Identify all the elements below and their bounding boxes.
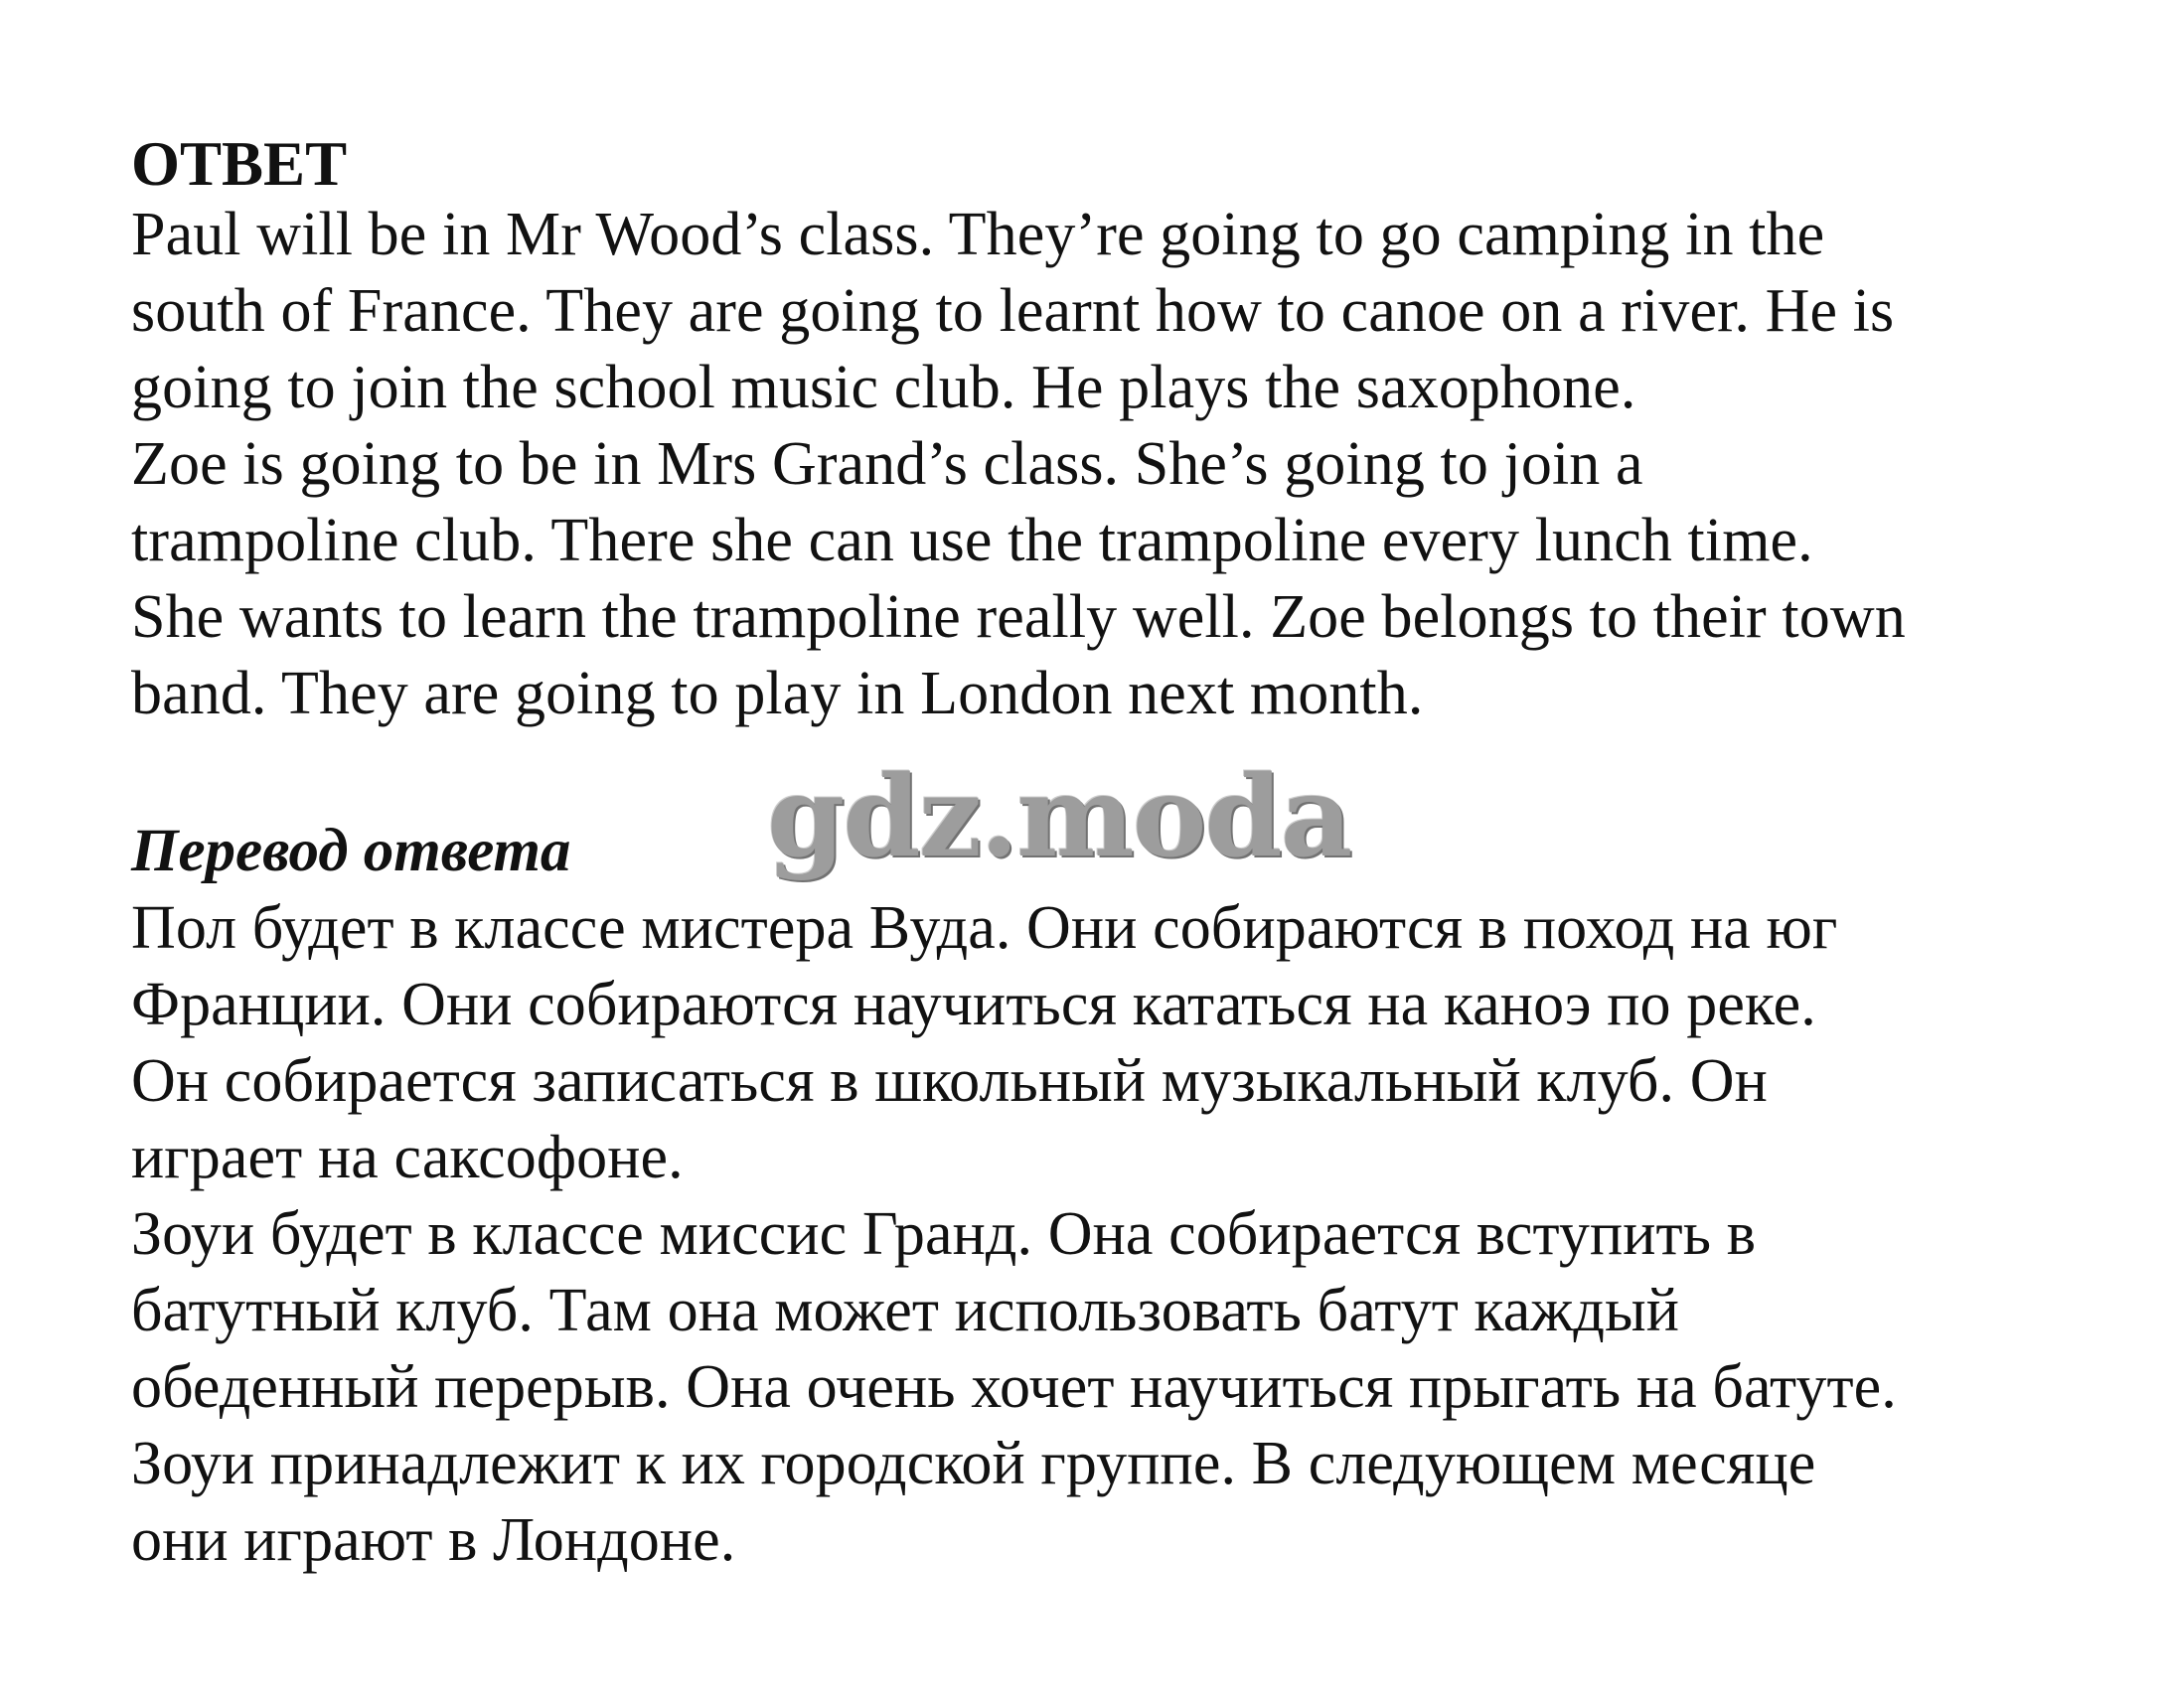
translation-line: Зоуи принадлежит к их городской группе. В следующем месяце [131,1430,1816,1497]
answer-heading: ОТВЕТ [131,129,348,199]
watermark-logo: gdz.moda [767,752,1351,882]
translation-line: Пол будет в классе мистера Вуда. Они собираются в поход на юг [131,894,1838,962]
translation-line: Зоуи будет в классе миссис Гранд. Она собирается вступить в [131,1200,1757,1268]
answer-line: Zoe is going to be in Mrs Grand’s class. She’s going to join a [131,430,1643,498]
translation-line: Франции. Они собираются научиться кататься на каноэ по реке. [131,971,1816,1038]
answer-line: trampoline club. There she can use the trampoline every lunch time. [131,507,1813,574]
answer-line: Paul will be in Mr Wood’s class. They’re going to go camping in the [131,201,1825,268]
answer-line: going to join the school music club. He plays the saxophone. [131,354,1636,421]
translation-line: батутный клуб. Там она может использовать батут каждый [131,1277,1680,1344]
answer-line: She wants to learn the trampoline really well. Zoe belongs to their town [131,583,1906,651]
translation-heading: Перевод ответа [131,818,571,884]
translation-line: играет на саксофоне. [131,1124,684,1191]
answer-line: band. They are going to play in London next month. [131,660,1424,727]
translation-line: Он собирается записаться в школьный музыкальный клуб. Он [131,1047,1768,1115]
translation-line: обеденный перерыв. Она очень хочет научиться прыгать на батуте. [131,1353,1897,1421]
answer-line: south of France. They are going to learnt how to canoe on a river. He is [131,277,1895,345]
translation-line: они играют в Лондоне. [131,1506,736,1574]
